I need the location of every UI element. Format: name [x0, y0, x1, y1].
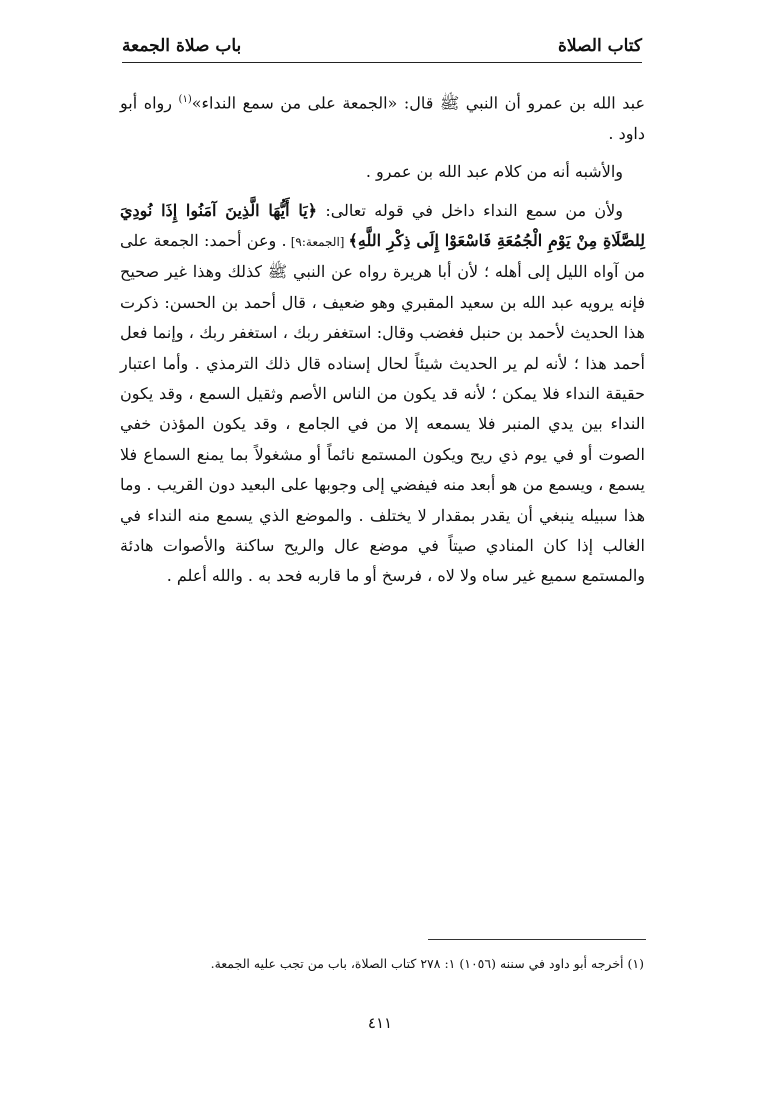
chapter-title: باب صلاة الجمعة [122, 36, 242, 56]
page-number: ٤١١ [367, 1014, 393, 1032]
paragraph-3-text-a: ولأن من سمع النداء داخل في قوله تعالى: [317, 200, 623, 220]
paragraph-3-text-b: . وعن أحمد: الجمعة على من آواه الليل إلى أهله ؛ لأن أبا هريرة رواه عن النبي ﷺ كذلك وهذا غير صحيح فإنه يرويه عبد الله بن سعيد المقبري وهو ضعيف ، قال أحمد بن الحسن: ذكرت هذا الحديث لأحمد بن حنبل فغضب وقال: استغفر ربك ، استغفر ربك ، وإنما فعل أحمد هذا ؛ لأنه لم ير الحديث شيئاً لحال إسناده قال ذلك الترمذي . وأما اعتبار حقيقة النداء فلا يمكن ؛ لأنه قد يكون من الناس الأصم وثقيل السمع ، وقد يكون النداء بين يدي المنبر فلا يسمعه إلا من في الجامع ، وقد يكون المؤذن خفي الصوت أو في يوم ذي ريح ويكون المستمع نائماً أو مشغولاً بما يمنع السماع فلا يسمع ، ويسمع من هو أبعد منه فيفضي إلى وجوبها على البعيد دون القريب . وما هذا سبيله ينبغي أن يقدر بمقدار لا يختلف . والموضع الذي يسمع منه النداء في الغالب إذا كان المنادي صيتاً في موضع عال والريح ساكنة والأصوات هادئة والمستمع سميع غير ساه ولا لاه ، فرسخ أو ما قاربه فحد به . والله أعلم . [120, 230, 645, 586]
paragraph-1-text-a: عبد الله بن عمرو أن النبي ﷺ قال: «الجمعة على من سمع النداء» [191, 93, 646, 113]
footnote-rule [428, 939, 646, 940]
paragraph-1 [120, 85, 645, 149]
paragraph-3 [120, 196, 645, 592]
book-title: كتاب الصلاة [557, 36, 642, 56]
quran-verse: ﴿يَا أَيُّهَا الَّذِينَ آمَنُوا إِذَا نُودِيَ لِلصَّلَاةِ مِنْ يَوْمِ الْجُمُعَةِ فَاسْعَوْا إِلَى ذِكْرِ اللَّهِ﴾ [120, 200, 645, 250]
paragraph-2: والأشبه أنه من كلام عبد الله بن عمرو . [365, 162, 623, 182]
paragraph-1-text-b: رواه أبو داود . [120, 93, 645, 143]
header-rule [122, 62, 642, 63]
footnote: (١) أخرجه أبو داود في سننه (١٠٥٦) ١: ٢٧٨ كتاب الصلاة، باب من تجب عليه الجمعة. [210, 956, 644, 971]
footnote-marker: (١) [178, 94, 192, 105]
verse-citation: [الجمعة:٩] [286, 234, 349, 249]
running-header [122, 32, 642, 60]
main-text [120, 85, 645, 592]
